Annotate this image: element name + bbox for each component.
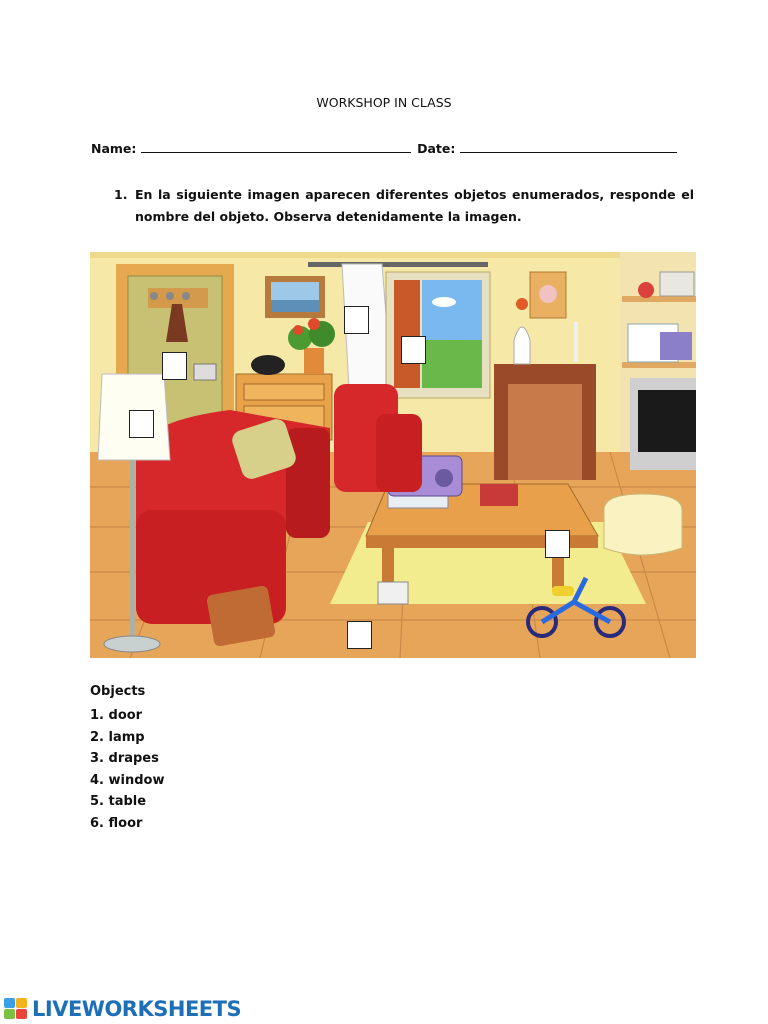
date-field[interactable] (460, 141, 677, 153)
answer-box-6[interactable] (347, 621, 372, 649)
question-number: 1. (114, 187, 128, 202)
living-room-image (90, 252, 696, 658)
liveworksheets-icon (4, 998, 28, 1020)
answer-box-1[interactable] (344, 306, 369, 334)
question-text: En la siguiente imagen aparecen diferentes objetos enumerados, responde el nombre del objeto. Observa detenidamente la imagen. (135, 187, 694, 224)
objects-heading: Objects (90, 684, 146, 699)
object-item: 6. floor (90, 815, 143, 831)
living-room-illustration (90, 252, 696, 658)
answer-box-5[interactable] (545, 530, 570, 558)
name-label: Name: (91, 141, 137, 156)
question-1 (114, 184, 694, 228)
logo-text: LIVEWORKSHEETS (32, 997, 242, 1021)
student-info-line (91, 141, 691, 156)
object-item: 4. window (90, 772, 165, 788)
liveworksheets-logo (4, 996, 241, 1022)
answer-box-2[interactable] (401, 336, 426, 364)
worksheet-title: WORKSHOP IN CLASS (316, 95, 452, 110)
object-item: 5. table (90, 794, 147, 809)
date-label: Date: (417, 141, 456, 156)
answer-box-4[interactable] (129, 410, 154, 438)
name-field[interactable] (141, 141, 411, 153)
object-item: 3. drapes (90, 751, 159, 766)
object-item: 2. lamp (90, 729, 145, 745)
answer-box-3[interactable] (162, 352, 187, 380)
object-item: 1. door (90, 708, 143, 723)
objects-list (90, 684, 164, 834)
